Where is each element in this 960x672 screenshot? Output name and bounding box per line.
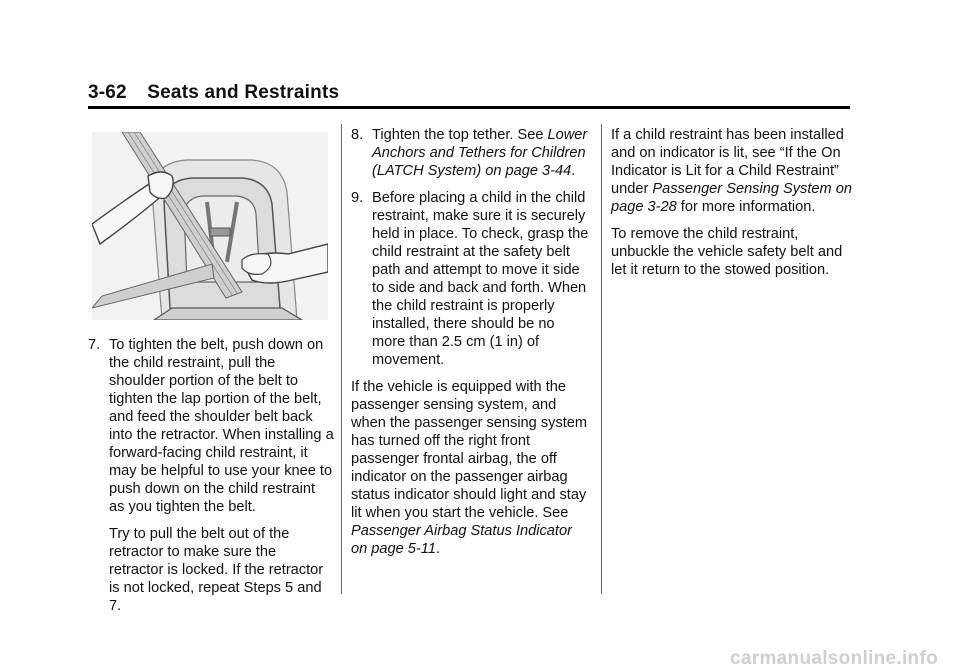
section-title: Seats and Restraints [147,82,340,103]
paragraph-body: If the vehicle is equipped with the passenger sensing system, and when the passenger sensing system has turned off the right front passenger frontal airbag, the off indicator on the passenger airbag status indicator should light and stay lit when you start the vehicle. See [351,379,588,521]
header-rule [88,106,850,109]
watermark: carmanualsonline.info [730,648,938,669]
installed-paragraph [611,126,853,216]
column-divider-right [601,124,602,594]
left-column [88,126,334,624]
cross-reference: Passenger Airbag Status Indicator on page 5-11 [351,523,572,557]
step-8 [351,126,591,180]
right-column [611,126,853,288]
step-number: 7. [88,337,101,353]
step-text-body: Tighten the top tether. See [372,127,544,143]
punctuation: . [435,541,440,557]
cross-reference: Passenger Sensing System on page 3-28 [611,181,852,215]
page-header [88,82,850,104]
punctuation: . [571,163,576,179]
page-number: 3-62 [88,82,127,103]
child-seat-illustration [92,132,328,320]
step-7 [88,336,334,516]
airbag-paragraph [351,378,591,558]
middle-column [351,126,591,567]
step-text: Before placing a child in the child restraint, make sure it is securely held in place. To check, grasp the child restraint at the safety belt path and attempt to move it side to side and back and forth. When the child restraint is properly installed, there should be no more than 2.5 cm (1 in) of movement. [372,190,589,368]
page-footer [0,648,960,672]
step-number: 9. [351,190,364,206]
column-divider-left [341,124,342,594]
paragraph-body: If a child restraint has been installed and on indicator is lit, see “If the On Indicator is Lit for a Child Restraint” under [611,127,844,197]
remove-paragraph: To remove the child restraint, unbuckle the vehicle safety belt and let it return to the stowed position. [611,226,843,278]
cross-reference: Lower Anchors and Tethers for Children (LATCH System) on page 3-44 [372,127,588,179]
step-7-followup: Try to pull the belt out of the retractor to make sure the retractor is locked. If the retractor is not locked, repeat Steps 5 and 7. [109,526,324,614]
step-text [372,126,591,180]
step-9 [351,189,591,369]
step-number: 8. [351,127,364,143]
paragraph-end: for more information. [680,199,816,215]
step-text: To tighten the belt, push down on the child restraint, pull the shoulder portion of the belt to tighten the lap portion of the belt, and feed the shoulder belt back into the retractor. When installing a forward-facing child restraint, it may be helpful to use your knee to push down on the child restraint as you tighten the belt. [109,337,334,515]
child-seat-illustration-icon [92,132,328,320]
